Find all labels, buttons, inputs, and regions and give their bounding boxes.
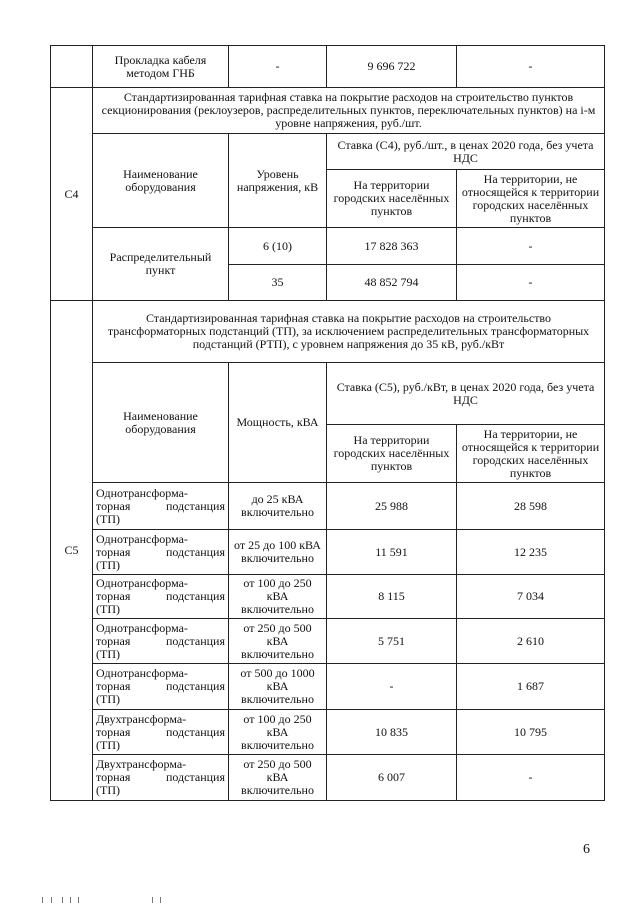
column-header-voltage: Уровень напряжения, кВ bbox=[229, 134, 327, 228]
column-header-rural: На территории, не относящейся к территории городских населённых пунктов bbox=[457, 170, 605, 228]
rural-rate: 12 235 bbox=[457, 530, 605, 575]
rural-rate: 28 598 bbox=[457, 483, 605, 530]
urban-rate: 11 591 bbox=[327, 530, 457, 575]
voltage-value: 35 bbox=[229, 265, 327, 301]
equipment-name-line: Однотрансформа- bbox=[96, 620, 188, 635]
table-row bbox=[51, 710, 605, 755]
rural-rate: - bbox=[457, 755, 605, 801]
urban-rate: - bbox=[327, 664, 457, 710]
equipment-name-line: (ТП) bbox=[96, 646, 120, 661]
equipment-name-line: торная bbox=[96, 770, 131, 784]
table-row bbox=[51, 88, 605, 134]
table-row bbox=[51, 755, 605, 801]
power-range: от 500 до 1000 кВА включительно bbox=[229, 664, 327, 710]
equipment-name-line: (ТП) bbox=[96, 737, 120, 752]
column-header-rate: Ставка (С5), руб./кВт, в ценах 2020 года, без учета НДС bbox=[327, 363, 605, 425]
table-row bbox=[51, 46, 605, 88]
table-row bbox=[51, 228, 605, 265]
section-label-c4: С4 bbox=[51, 88, 93, 301]
rural-rate: - bbox=[457, 46, 605, 88]
equipment-name-line: Однотрансформа- bbox=[96, 666, 188, 680]
rural-rate: 2 610 bbox=[457, 619, 605, 664]
urban-rate: 17 828 363 bbox=[327, 228, 457, 265]
voltage-value: 6 (10) bbox=[229, 228, 327, 265]
equipment-name-line: торная bbox=[96, 589, 131, 603]
equipment-name-line: подстанция bbox=[165, 770, 225, 784]
equipment-name-line: Однотрансформа- bbox=[96, 531, 188, 546]
section-title-c4: Стандартизированная тарифная ставка на покрытие расходов на строительство пунктов секционирования (реклоузеров, распределительных пунктов, переключательных пунктов) на i-м уровне напряжения, руб./шт. bbox=[93, 88, 605, 134]
equipment-name-line: Однотрансформа- bbox=[96, 576, 188, 590]
urban-rate: 8 115 bbox=[327, 575, 457, 619]
equipment-name-line: (ТП) bbox=[96, 511, 120, 526]
voltage-value: - bbox=[229, 46, 327, 88]
equipment-name-line: подстанция bbox=[165, 589, 225, 603]
urban-rate: 25 988 bbox=[327, 483, 457, 530]
table-row bbox=[51, 575, 605, 619]
equipment-name-line: Однотрансформа- bbox=[96, 485, 188, 500]
equipment-name-line: торная bbox=[96, 679, 131, 693]
equipment-name-line: подстанция bbox=[165, 544, 225, 559]
power-range: от 100 до 250 кВА включительно bbox=[229, 710, 327, 755]
equipment-name: Прокладка кабеля методом ГНБ bbox=[93, 46, 229, 88]
column-header-rural: На территории, не относящейся к территории городских населённых пунктов bbox=[457, 425, 605, 483]
urban-rate: 10 835 bbox=[327, 710, 457, 755]
section-label-c5: С5 bbox=[51, 301, 93, 801]
empty-label-cell bbox=[51, 46, 93, 88]
equipment-name-line: (ТП) bbox=[96, 783, 120, 797]
equipment-name-line: торная bbox=[96, 498, 131, 513]
equipment-name-line: торная bbox=[96, 544, 131, 559]
equipment-name-line: торная bbox=[96, 633, 131, 648]
equipment-name-line: (ТП) bbox=[96, 692, 120, 706]
scan-artifact bbox=[40, 897, 170, 903]
column-header-urban: На территории городских населённых пунктов bbox=[327, 170, 457, 228]
equipment-name bbox=[93, 710, 229, 755]
rural-rate: 1 687 bbox=[457, 664, 605, 710]
table-row bbox=[51, 530, 605, 575]
column-header-name: Наименование оборудования bbox=[93, 134, 229, 228]
equipment-name bbox=[93, 619, 229, 664]
equipment-name-line: подстанция bbox=[165, 498, 225, 513]
rural-rate: 7 034 bbox=[457, 575, 605, 619]
equipment-name-line: Двухтрансформа- bbox=[96, 711, 187, 726]
rural-rate: - bbox=[457, 228, 605, 265]
power-range: от 100 до 250 кВА включительно bbox=[229, 575, 327, 619]
column-header-urban: На территории городских населённых пунктов bbox=[327, 425, 457, 483]
power-range: от 25 до 100 кВА включительно bbox=[229, 530, 327, 575]
power-range: от 250 до 500 кВА включительно bbox=[229, 755, 327, 801]
column-header-rate: Ставка (С4), руб./шт., в ценах 2020 года, без учета НДС bbox=[327, 134, 605, 170]
table-row bbox=[51, 664, 605, 710]
urban-rate: 48 852 794 bbox=[327, 265, 457, 301]
equipment-name bbox=[93, 575, 229, 619]
equipment-name-line: (ТП) bbox=[96, 557, 120, 572]
equipment-name-line: торная bbox=[96, 724, 131, 739]
rural-rate: 10 795 bbox=[457, 710, 605, 755]
table-row bbox=[51, 301, 605, 363]
power-range: от 250 до 500 кВА включительно bbox=[229, 619, 327, 664]
equipment-name bbox=[93, 664, 229, 710]
table-row bbox=[51, 619, 605, 664]
table-row bbox=[51, 134, 605, 170]
table-row bbox=[51, 483, 605, 530]
equipment-name bbox=[93, 483, 229, 530]
power-range: до 25 кВА включительно bbox=[229, 483, 327, 530]
urban-rate: 5 751 bbox=[327, 619, 457, 664]
equipment-name-line: Двухтрансформа- bbox=[96, 757, 187, 771]
section-title-c5: Стандартизированная тарифная ставка на покрытие расходов на строительство трансформаторных подстанций (ТП), за исключением распределительных трансформаторных подстанций (РТП), с уровнем напряжения до 35 кВ, руб./кВт bbox=[93, 301, 605, 363]
tariff-table bbox=[50, 45, 605, 801]
equipment-name-line: подстанция bbox=[165, 633, 225, 648]
equipment-name bbox=[93, 755, 229, 801]
urban-rate: 9 696 722 bbox=[327, 46, 457, 88]
equipment-name-line: подстанция bbox=[165, 679, 225, 693]
equipment-name-line: подстанция bbox=[165, 724, 225, 739]
column-header-power: Мощность, кВА bbox=[229, 363, 327, 483]
page-number: 6 bbox=[583, 842, 590, 857]
table-row bbox=[51, 363, 605, 425]
equipment-name bbox=[93, 530, 229, 575]
rural-rate: - bbox=[457, 265, 605, 301]
column-header-name: Наименование оборудования bbox=[93, 363, 229, 483]
urban-rate: 6 007 bbox=[327, 755, 457, 801]
equipment-name: Распределительный пункт bbox=[93, 228, 229, 301]
equipment-name-line: (ТП) bbox=[96, 602, 120, 616]
